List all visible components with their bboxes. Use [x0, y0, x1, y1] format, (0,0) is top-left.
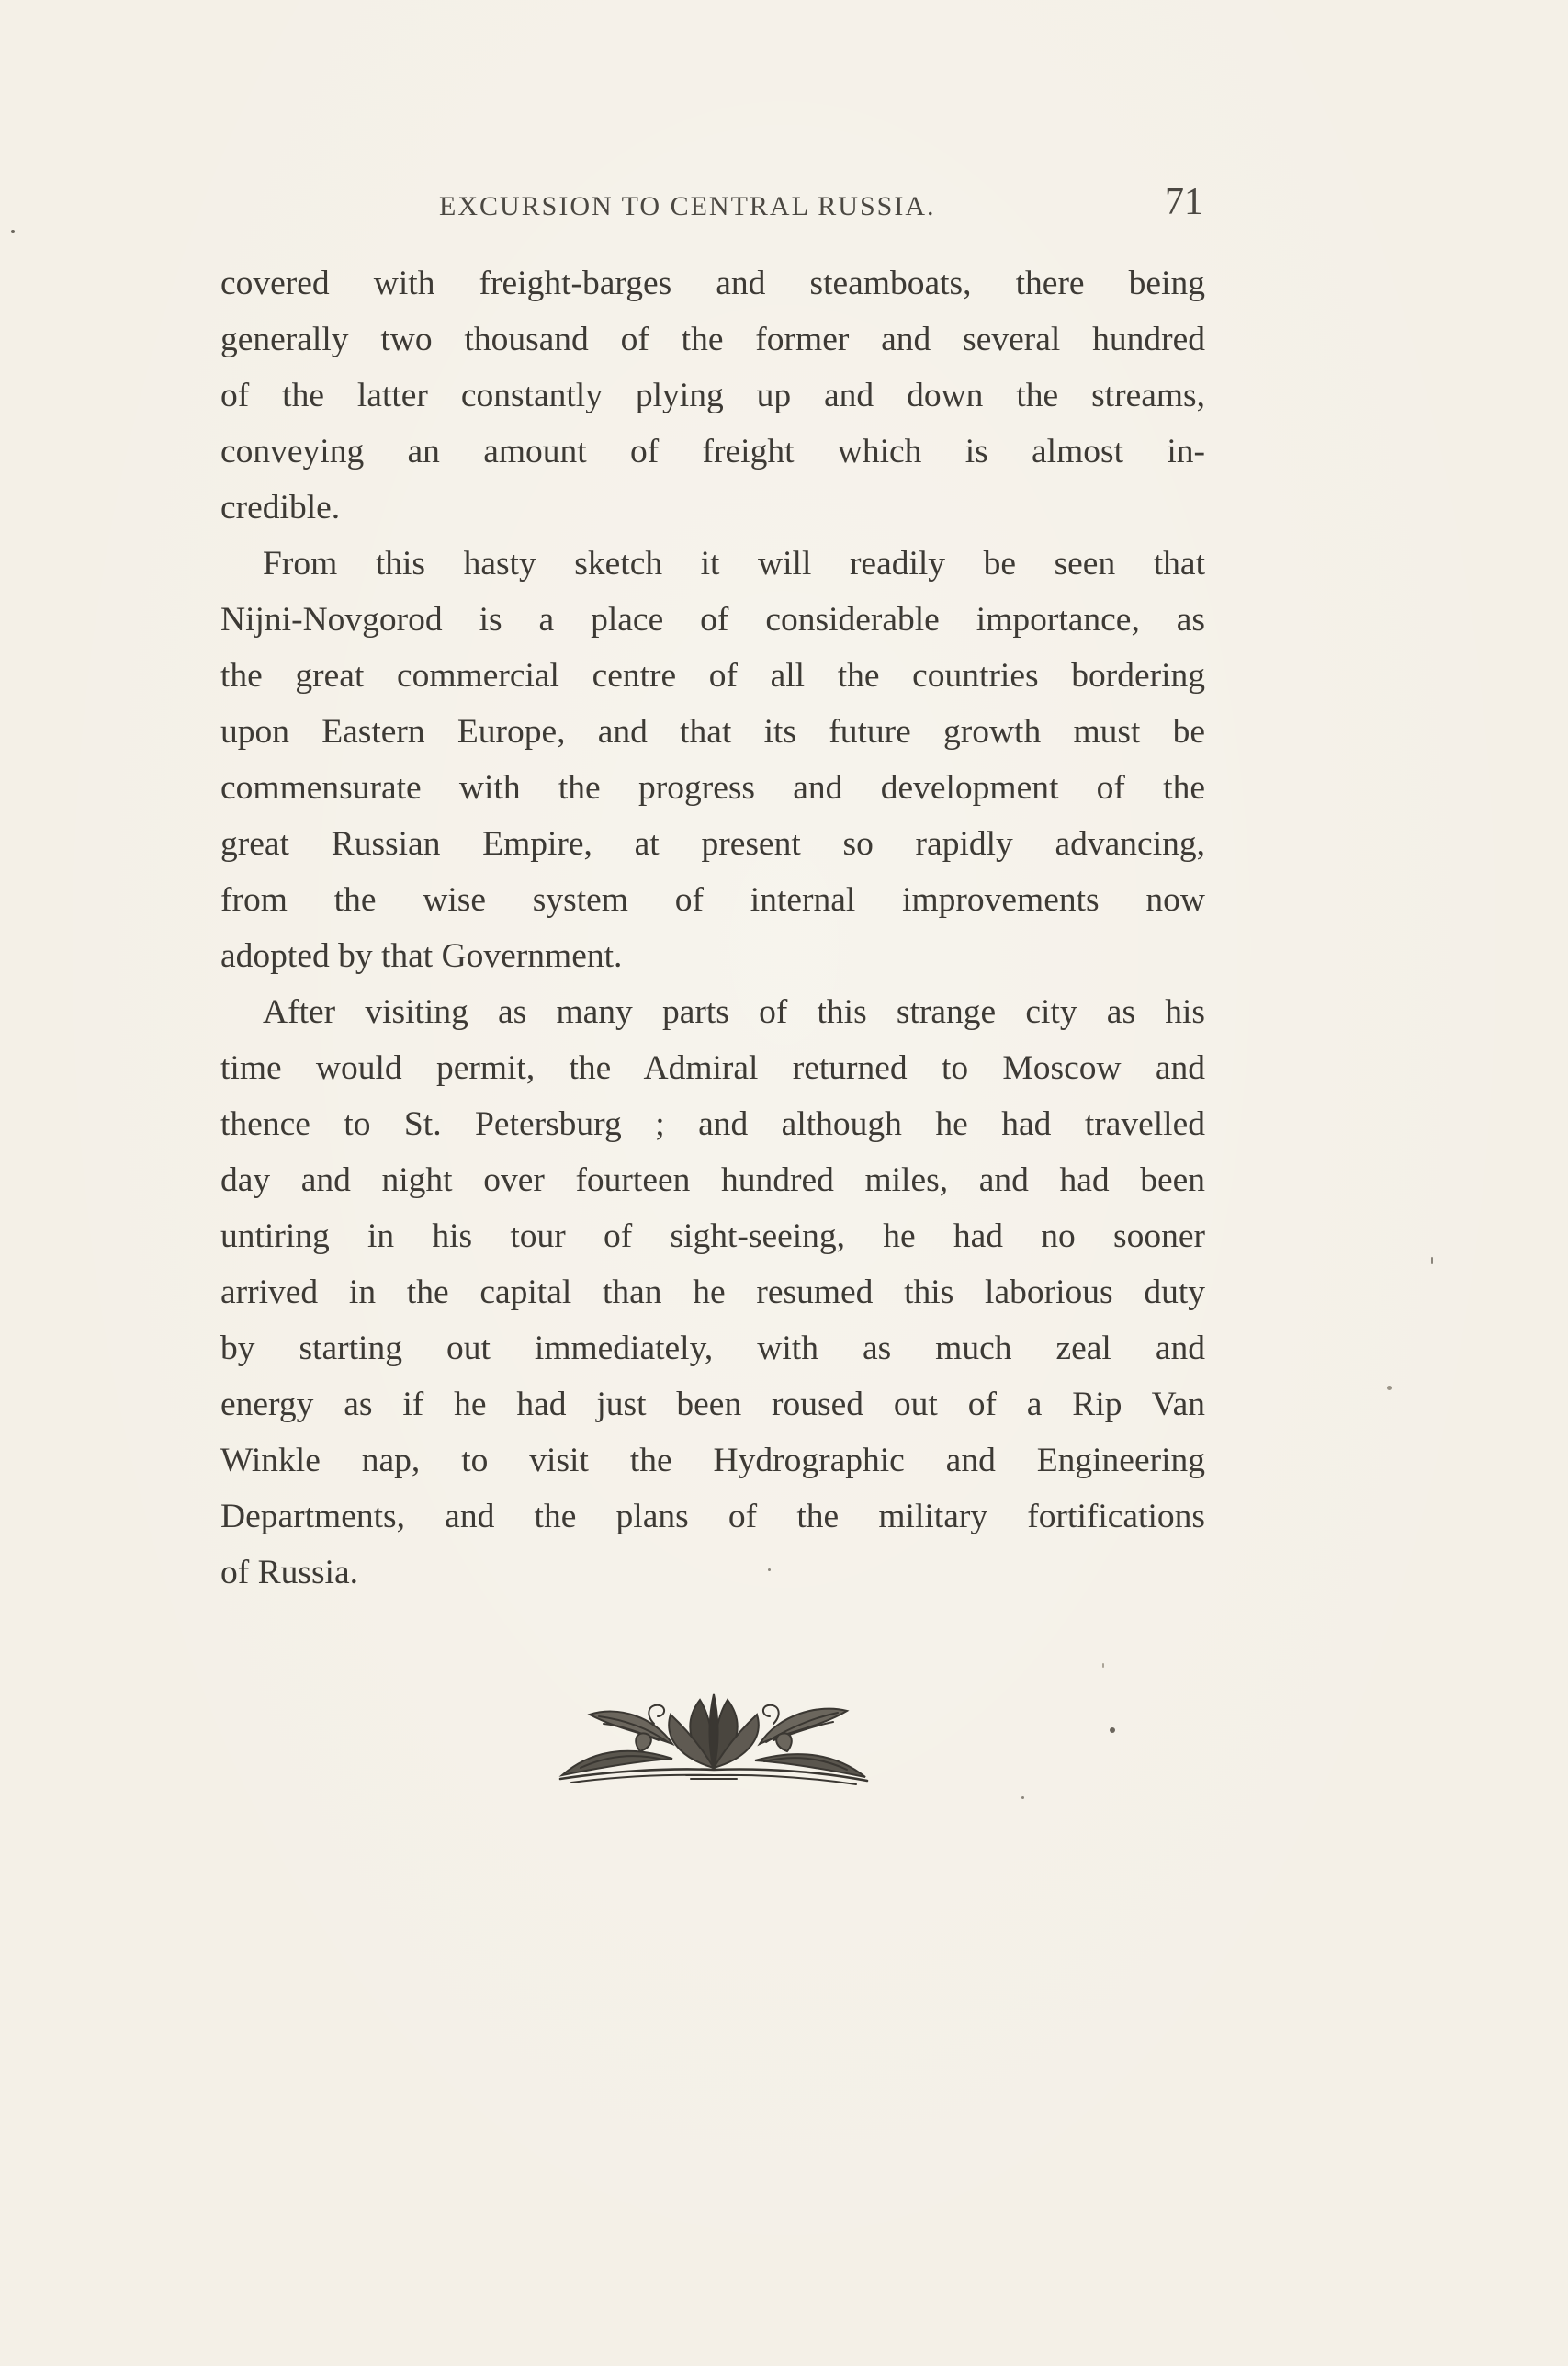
text-line: adopted by that Government.	[220, 937, 623, 975]
text-line: from the wise system of internal improvements now	[220, 881, 1205, 919]
body-text	[220, 255, 1205, 1601]
paper-speck	[768, 1568, 771, 1571]
running-title: EXCURSION TO CENTRAL RUSSIA.	[439, 191, 936, 221]
paper-speck	[1387, 1386, 1392, 1390]
text-line: of the latter constantly plying up and down the streams,	[220, 377, 1205, 414]
paper-speck	[1021, 1796, 1024, 1799]
text-line: Winkle nap, to visit the Hydrographic and Engineering	[220, 1442, 1205, 1479]
text-line: great Russian Empire, at present so rapidly advancing,	[220, 825, 1205, 863]
text-line: Departments, and the plans of the military fortifications	[220, 1498, 1205, 1535]
paragraph-first-line: From this hasty sketch it will readily be seen that	[263, 545, 1205, 583]
paragraph-first-line: After visiting as many parts of this strange city as his	[263, 993, 1205, 1031]
paper-speck	[1431, 1257, 1433, 1264]
text-line: energy as if he had just been roused out of a Rip Van	[220, 1386, 1205, 1423]
text-line: credible.	[220, 489, 341, 526]
text-line: Nijni-Novgorod is a place of considerable importance, as	[220, 601, 1205, 639]
text-line: time would permit, the Admiral returned to Moscow and	[220, 1049, 1205, 1087]
text-line: the great commercial centre of all the countries bordering	[220, 657, 1205, 695]
text-line: by starting out immediately, with as much zeal and	[220, 1330, 1205, 1367]
text-line: day and night over fourteen hundred miles, and had been	[220, 1161, 1205, 1199]
paper-speck	[1102, 1663, 1104, 1668]
text-line: upon Eastern Europe, and that its future growth must be	[220, 713, 1205, 751]
text-line: conveying an amount of freight which is almost in-	[220, 433, 1205, 470]
text-line: commensurate with the progress and development of the	[220, 769, 1205, 807]
text-line: untiring in his tour of sight-seeing, he had no sooner	[220, 1217, 1205, 1255]
text-line: generally two thousand of the former and several hundred	[220, 321, 1205, 358]
paper-speck	[1110, 1727, 1115, 1733]
running-head	[220, 180, 1203, 235]
text-line: covered with freight-barges and steamboats, there being	[220, 265, 1205, 302]
floral-tailpiece-icon	[553, 1687, 874, 1797]
paper-speck	[11, 230, 15, 233]
text-line: thence to St. Petersburg ; and although he had travelled	[220, 1105, 1205, 1143]
text-line: of Russia.	[220, 1554, 358, 1591]
text-line: arrived in the capital than he resumed this laborious duty	[220, 1274, 1205, 1311]
page-number: 71	[1165, 181, 1203, 223]
